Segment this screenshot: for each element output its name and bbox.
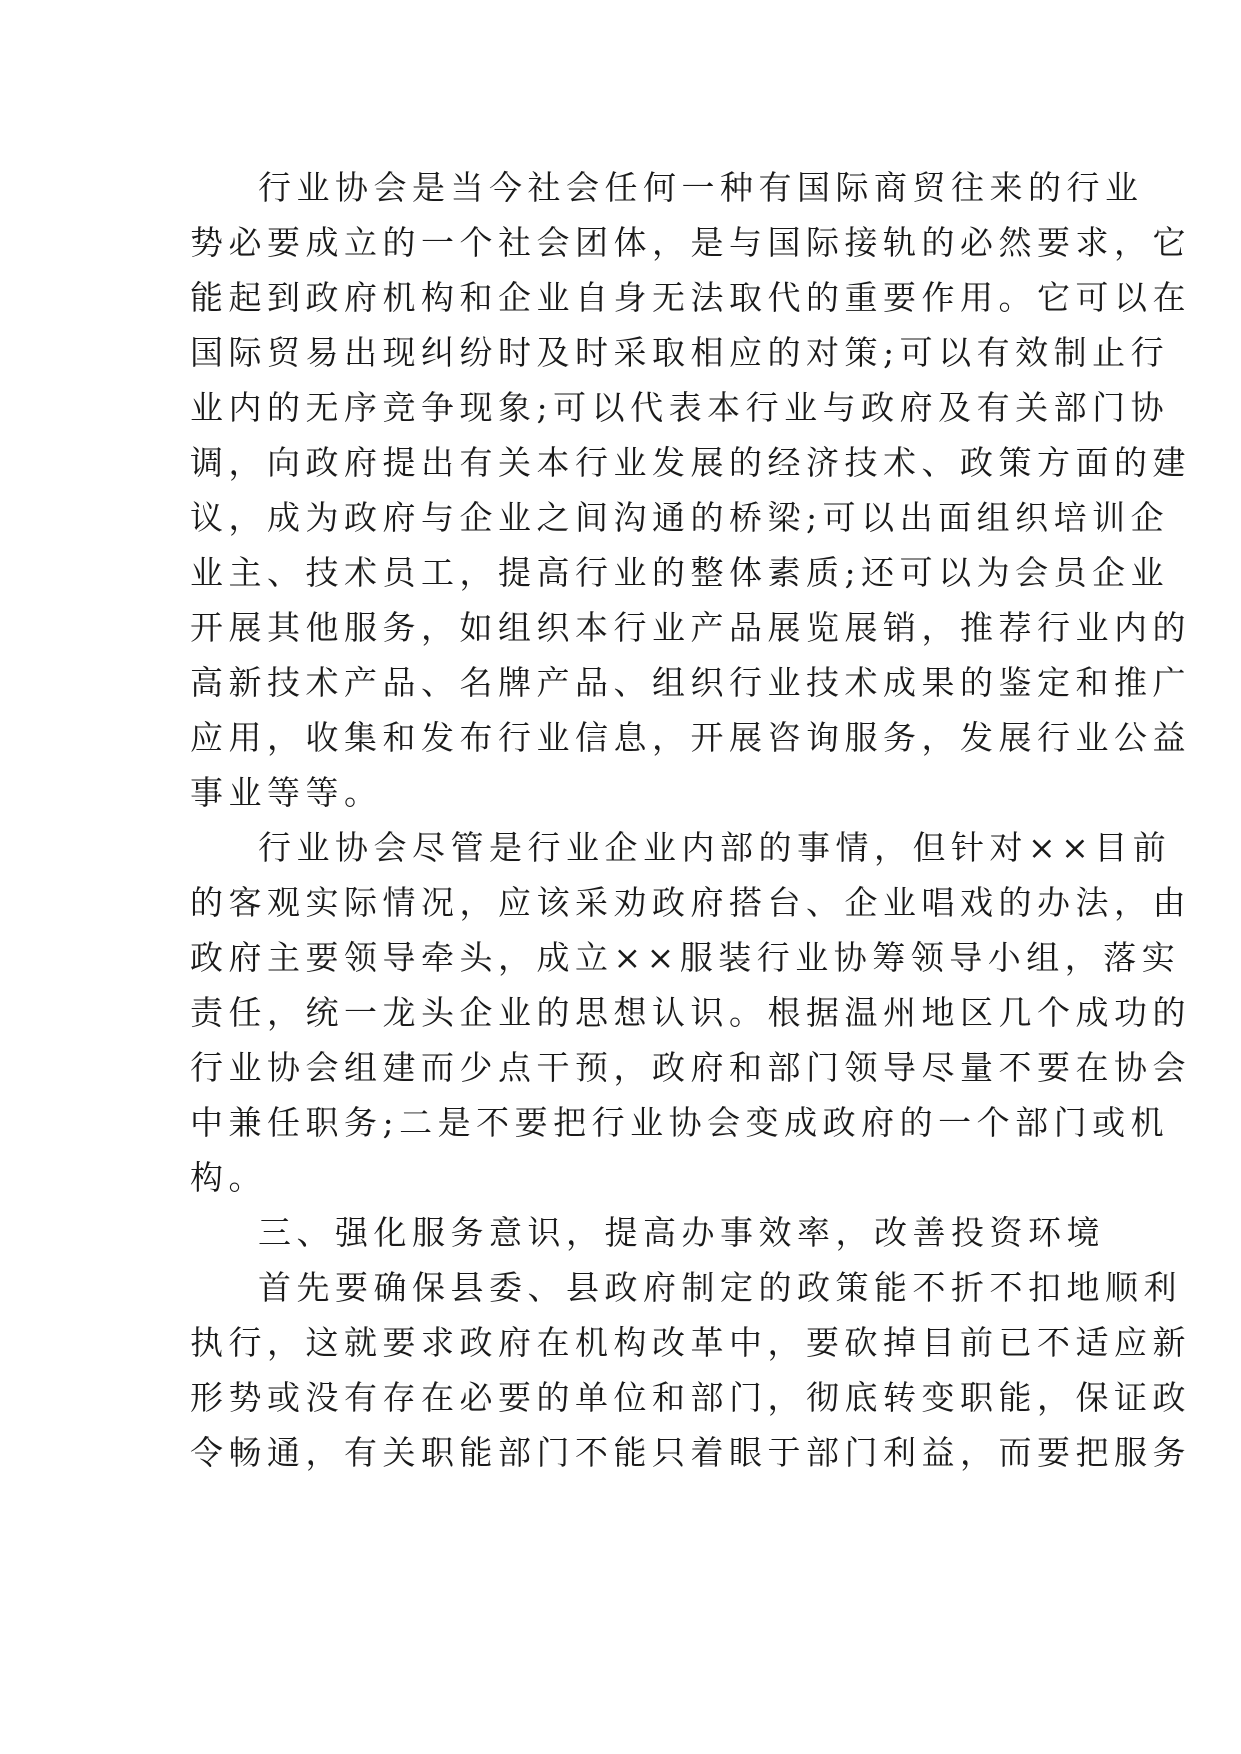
text-line: 行业协会尽管是行业企业内部的事情，但针对××目前 xyxy=(258,828,1172,867)
text-line: 议，成为政府与企业之间沟通的桥梁;可以出面组织培训企 xyxy=(190,498,1170,537)
text-line: 行业协会是当今社会任何一种有国际商贸往来的行业 xyxy=(258,168,1144,207)
text-line: 构。 xyxy=(190,1158,267,1197)
text-line: 开展其他服务，如组织本行业产品展览展销，推荐行业内的 xyxy=(190,608,1191,647)
text-line: 事业等等。 xyxy=(190,773,383,812)
section-heading-text: 三、强化服务意识，提高办事效率，改善投资环境 xyxy=(258,1213,1105,1252)
paragraph-policy-execution xyxy=(190,1260,1191,1480)
text-line: 行业协会组建而少点干预，政府和部门领导尽量不要在协会 xyxy=(190,1048,1191,1087)
text-line: 能起到政府机构和企业自身无法取代的重要作用。它可以在 xyxy=(190,278,1191,317)
text-line: 高新技术产品、名牌产品、组织行业技术成果的鉴定和推广 xyxy=(190,663,1191,702)
text-line: 的客观实际情况，应该采劝政府搭台、企业唱戏的办法，由 xyxy=(190,883,1191,922)
text-line: 国际贸易出现纠纷时及时采取相应的对策;可以有效制止行 xyxy=(190,333,1170,372)
text-line: 令畅通，有关职能部门不能只着眼于部门利益，而要把服务 xyxy=(190,1433,1191,1472)
text-line: 调，向政府提出有关本行业发展的经济技术、政策方面的建 xyxy=(190,443,1191,482)
text-line: 首先要确保县委、县政府制定的政策能不折不扣地顺利 xyxy=(258,1268,1182,1307)
text-line: 业主、技术员工，提高行业的整体素质;还可以为会员企业 xyxy=(190,553,1170,592)
body-text xyxy=(190,160,1191,1480)
text-line: 业内的无序竞争现象;可以代表本行业与政府及有关部门协 xyxy=(190,388,1170,427)
text-line: 势必要成立的一个社会团体，是与国际接轨的必然要求，它 xyxy=(190,223,1191,262)
text-line: 政府主要领导牵头，成立××服装行业协筹领导小组，落实 xyxy=(190,938,1181,977)
section-heading xyxy=(190,1205,1105,1260)
text-line: 执行，这就要求政府在机构改革中，要砍掉目前已不适应新 xyxy=(190,1323,1191,1362)
text-line: 中兼任职务;二是不要把行业协会变成政府的一个部门或机 xyxy=(190,1103,1170,1142)
text-line: 责任，统一龙头企业的思想认识。根据温州地区几个成功的 xyxy=(190,993,1191,1032)
text-line: 应用，收集和发布行业信息，开展咨询服务，发展行业公益 xyxy=(190,718,1191,757)
paragraph-industry-association-role xyxy=(190,160,1191,820)
text-line: 形势或没有存在必要的单位和部门，彻底转变职能，保证政 xyxy=(190,1378,1191,1417)
paragraph-government-guidance xyxy=(190,820,1191,1205)
